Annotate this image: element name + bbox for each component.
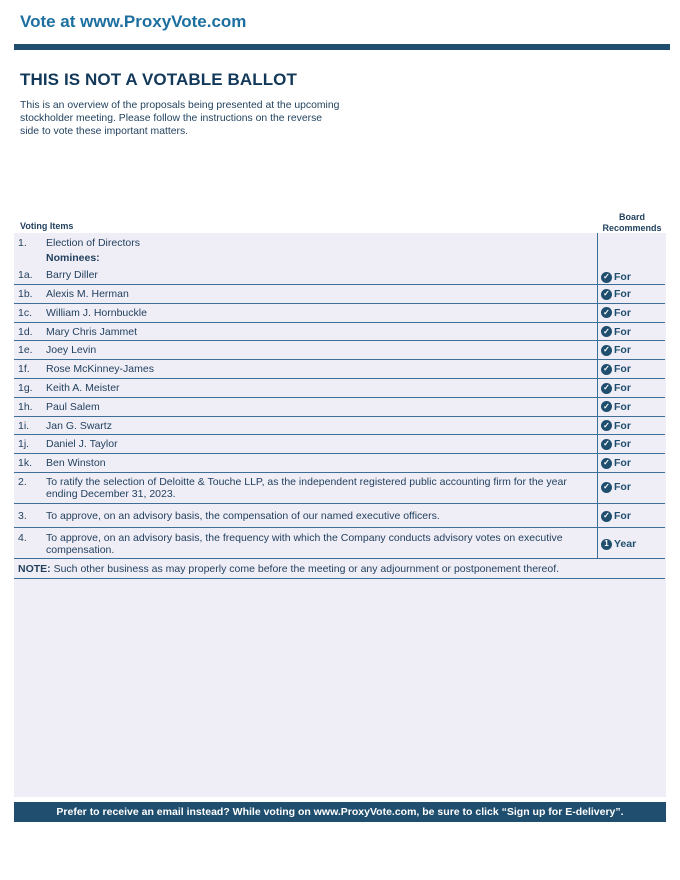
nominee-row xyxy=(14,435,665,454)
check-circle-icon: ✓ xyxy=(601,482,612,493)
item-text: Election of Directors xyxy=(46,237,140,249)
item-number: 4. xyxy=(18,532,27,544)
check-circle-icon: ✓ xyxy=(601,511,612,522)
site-title: Vote at www.ProxyVote.com xyxy=(20,12,247,31)
note-label: NOTE: xyxy=(18,563,51,575)
recommendation-value: For xyxy=(614,363,631,376)
nominee-number: 1b. xyxy=(18,288,33,300)
nominee-number: 1c. xyxy=(18,306,33,319)
note-rule xyxy=(14,578,665,579)
check-circle-icon: ✓ xyxy=(601,439,612,450)
nominee-number: 1d. xyxy=(18,325,33,338)
nominees-label: Nominees: xyxy=(46,252,100,264)
board-recommendation xyxy=(601,457,631,469)
nominee-number: 1f. xyxy=(18,363,30,376)
footer-banner: Prefer to receive an email instead? While voting on www.ProxyVote.com, be sure to click “Sign up for E-delivery”. xyxy=(14,802,666,822)
recommendation-value: For xyxy=(614,457,631,470)
check-circle-icon: ✓ xyxy=(601,401,612,412)
recommendation-value: For xyxy=(614,325,631,338)
board-recommendation xyxy=(601,401,631,413)
nominee-row xyxy=(14,341,665,360)
voting-items-header: Voting Items xyxy=(20,221,74,231)
board-recommendation xyxy=(601,481,631,493)
nominee-number: 1k. xyxy=(18,457,33,470)
board-recommendation xyxy=(601,326,631,338)
nominee-name: Rose McKinney-James xyxy=(46,363,154,376)
board-recommendation xyxy=(601,538,636,550)
nominee-row xyxy=(14,304,665,323)
nominee-row xyxy=(14,285,665,304)
item-text: To approve, on an advisory basis, the compensation of our named executive officers. xyxy=(46,510,440,522)
recommendation-value: For xyxy=(614,306,631,319)
nominee-number: 1j. xyxy=(18,438,30,451)
board-recommends-line2: Recommends xyxy=(602,222,662,233)
item-number: 2. xyxy=(18,476,27,488)
board-recommends-header xyxy=(597,212,667,233)
check-circle-icon: ✓ xyxy=(601,345,612,356)
check-circle-icon: ✓ xyxy=(601,307,612,318)
nominee-name: Daniel J. Taylor xyxy=(46,438,118,451)
board-recommendation xyxy=(601,363,631,375)
board-recommendation xyxy=(601,307,631,319)
board-recommendation xyxy=(601,420,631,432)
recommendation-value: For xyxy=(614,271,631,283)
board-recommendation xyxy=(601,288,631,300)
nominee-row xyxy=(14,417,665,436)
overview-text: This is an overview of the proposals being presented at the upcoming stockholder meeting. Please follow the instructions on the reverse side to vote these important matters. xyxy=(20,100,340,137)
item-text: To approve, on an advisory basis, the frequency with which the Company conducts advisory votes on executive compensation. xyxy=(46,532,563,556)
check-circle-icon: ✓ xyxy=(601,383,612,394)
recommendation-value: For xyxy=(614,510,631,522)
nominee-number: 1a. xyxy=(18,269,33,281)
board-recommends-line1: Board xyxy=(618,212,645,222)
recommendation-value: For xyxy=(614,438,631,451)
nominee-row xyxy=(14,398,665,417)
nominee-name: Alexis M. Herman xyxy=(46,288,129,300)
nominee-number: 1g. xyxy=(18,382,33,394)
nominee-name: Barry Diller xyxy=(46,269,98,281)
item-text: To ratify the selection of Deloitte & Touche LLP, as the independent registered public accounting firm for the year ending December 31, 2023. xyxy=(46,476,567,500)
note xyxy=(18,563,559,575)
recommendation-value: For xyxy=(614,481,631,493)
check-circle-icon: ✓ xyxy=(601,326,612,337)
board-recommendation xyxy=(601,344,631,356)
nominee-row xyxy=(14,379,665,398)
ballot-heading: THIS IS NOT A VOTABLE BALLOT xyxy=(20,70,297,89)
nominee-name: Paul Salem xyxy=(46,400,100,413)
board-recommendation xyxy=(601,271,631,283)
item-1-row xyxy=(14,235,665,267)
note-text: Such other business as may properly come before the meeting or any adjournment or postponement thereof. xyxy=(50,563,560,575)
board-recommendation xyxy=(601,510,631,522)
nominee-name: William J. Hornbuckle xyxy=(46,306,147,319)
number-one-circle-icon: 1 xyxy=(601,539,612,550)
item-number: 1. xyxy=(18,237,27,249)
nominee-name: Joey Levin xyxy=(46,344,97,357)
board-recommendation xyxy=(601,382,631,394)
nominee-number: 1h. xyxy=(18,400,33,413)
recommendation-value: For xyxy=(614,288,631,300)
nominee-number: 1e. xyxy=(18,344,33,357)
item-number: 3. xyxy=(18,510,27,522)
nominee-row xyxy=(14,267,665,285)
recommendation-value: Year xyxy=(614,538,637,550)
nominee-number: 1i. xyxy=(18,419,30,432)
check-circle-icon: ✓ xyxy=(601,272,612,283)
recommendation-value: For xyxy=(614,382,631,394)
nominee-row xyxy=(14,360,665,379)
nominee-name: Ben Winston xyxy=(46,457,106,470)
nominee-name: Mary Chris Jammet xyxy=(46,325,138,338)
recommendation-value: For xyxy=(614,400,631,413)
recommendation-value: For xyxy=(614,344,631,357)
board-recommendation xyxy=(601,438,631,450)
check-circle-icon: ✓ xyxy=(601,420,612,431)
check-circle-icon: ✓ xyxy=(601,364,612,375)
check-circle-icon: ✓ xyxy=(601,458,612,469)
recommendation-value: For xyxy=(614,419,631,432)
check-circle-icon: ✓ xyxy=(601,289,612,300)
header-rule xyxy=(14,44,670,50)
nominee-row xyxy=(14,323,665,342)
item-2-row xyxy=(14,471,665,504)
nominee-name: Keith A. Meister xyxy=(46,382,120,394)
nominee-name: Jan G. Swartz xyxy=(46,419,112,432)
item-4-row xyxy=(14,528,665,559)
item-3-row xyxy=(14,504,665,528)
